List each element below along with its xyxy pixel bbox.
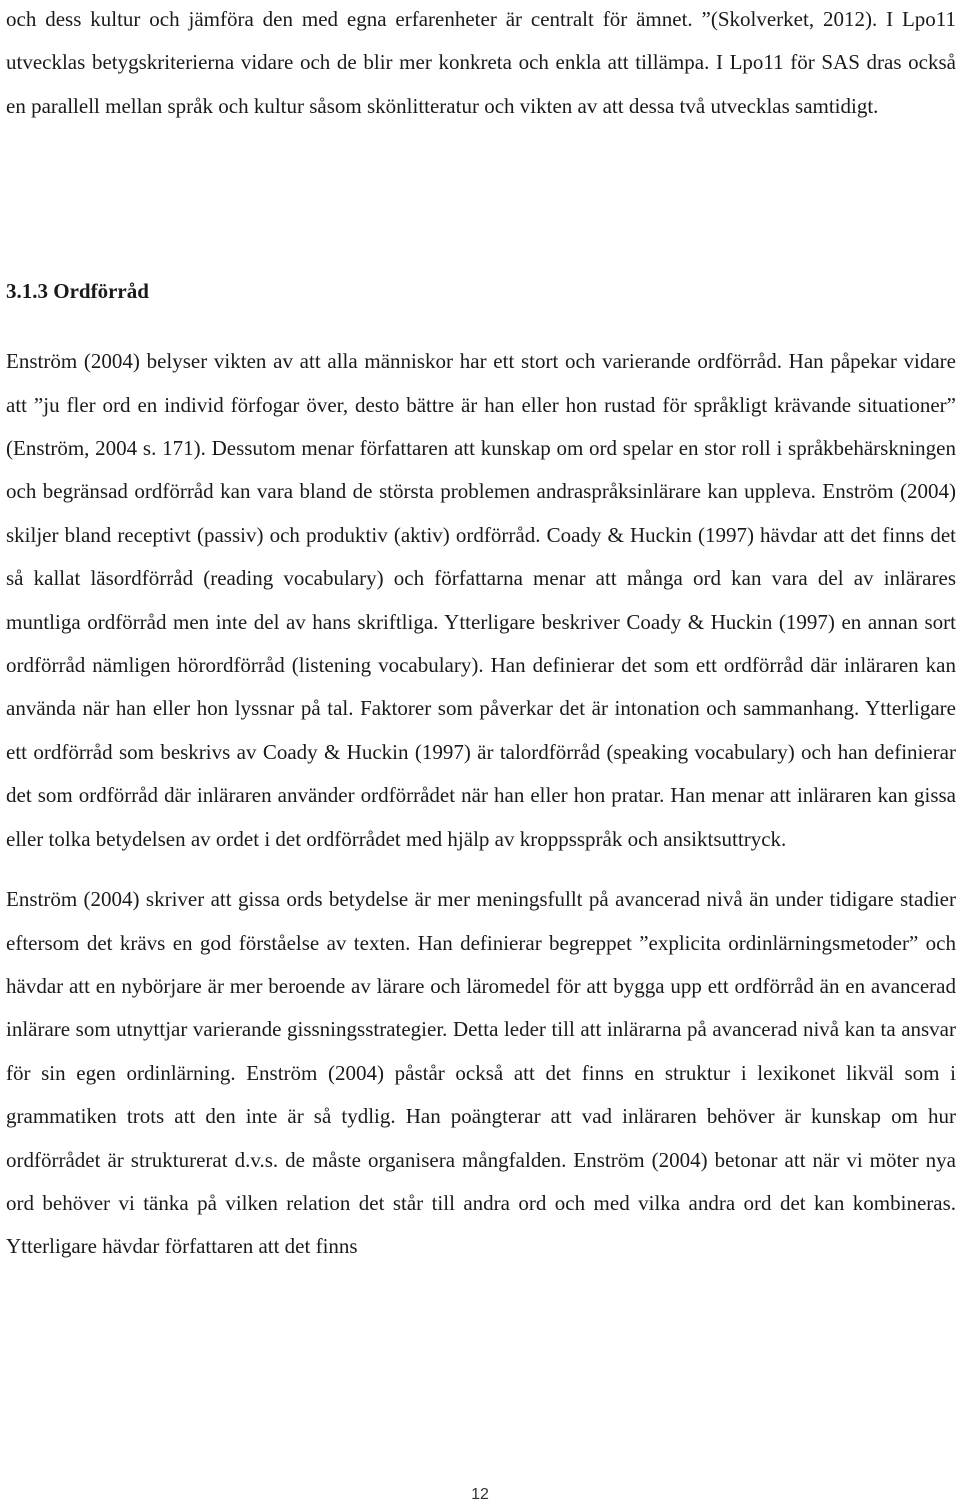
paragraph-guessing: Enström (2004) skriver att gissa ords betydelse är mer meningsfullt på avancerad nivå än under tidigare stadier eftersom det krävs en god förståelse av texten. Han definierar begreppet ”explicita ordinlärningsmetoder” och hävdar att en nybörjare är mer beroende av lärare och läromedel för att bygga upp ett ordförråd än en avancerad inlärare som utnyttjar varierande gissningsstrategier. Detta leder till att inlärarna på avancerad nivå kan ta ansvar för sin egen ordinlärning. Enström (2004) påstår också att det finns en struktur i lexikonet likväl som i grammatiken trots att den inte är så tydlig. Han poängterar att vad inläraren behöver är kunskap om hur ordförrådet är strukturerat d.v.s. de måste organisera mångfalden. Enström (2004) betonar att när vi möter nya ord behöver vi tänka på vilken relation det står till andra ord och med vilka andra ord det kan kombineras. Ytterligare hävdar författaren att det finns xyxy=(6,887,956,1259)
document-page xyxy=(6,0,956,1269)
page-number: 12 xyxy=(471,1486,489,1503)
paragraph-intro: och dess kultur och jämföra den med egna erfarenheter är centralt för ämnet. ”(Skolverket, 2012). I Lpo11 utvecklas betygskriterierna vidare och de blir mer konkreta och enkla att tillämpa. I Lpo11 för SAS dras också en parallell mellan språk och kultur såsom skönlitteratur och vikten av att dessa två utvecklas samtidigt. xyxy=(6,7,956,118)
section-heading: 3.1.3 Ordförråd xyxy=(6,279,149,304)
paragraph-vocabulary: Enström (2004) belyser vikten av att alla människor har ett stort och varierande ordförråd. Han påpekar vidare att ”ju fler ord en individ förfogar över, desto bättre är han eller hon rustad för språkligt krävande situationer” (Enström, 2004 s. 171). Dessutom menar författaren att kunskap om ord spelar en stor roll i språkbehärskningen och begränsad ordförråd kan vara bland de största problemen andraspråksinlärare kan uppleva. Enström (2004) skiljer bland receptivt (passiv) och produktiv (aktiv) ordförråd. Coady & Huckin (1997) hävdar att det finns det så kallat läsordförråd (reading vocabulary) och författarna menar att många ord kan vara del av inlärares muntliga ordförråd men inte del av hans skriftliga. Ytterligare beskriver Coady & Huckin (1997) en annan sort ordförråd nämligen hörordförråd (listening vocabulary). Han definierar det som ett ordförråd där inläraren kan använda när han eller hon lyssnar på tal. Faktorer som påverkar det är intonation och sammanhang. Ytterligare ett ordförråd som beskrivs av Coady & Huckin (1997) är talordförråd (speaking vocabulary) och han definierar det som ordförråd där inläraren använder ordförrådet när han eller hon pratar. Han menar att inläraren kan gissa eller tolka betydelsen av ordet i det ordförrådet med hjälp av kroppsspråk och ansiktsuttryck. xyxy=(6,349,956,851)
